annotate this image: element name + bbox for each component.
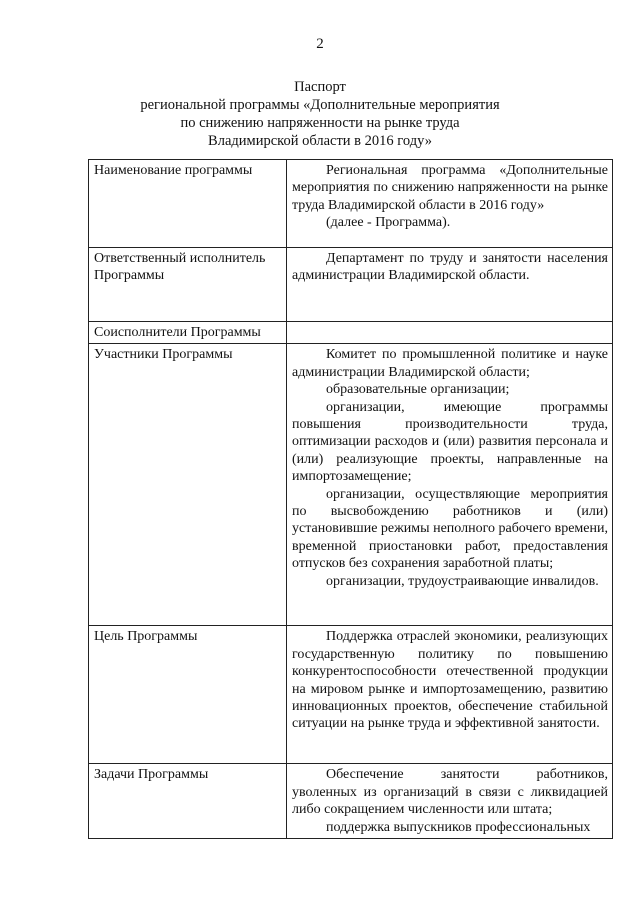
value-paragraph: организации, имеющие программы повышения производительности труда, оптимизации расходов и (или) развития персонала и (или) реализующие проекты, направленные на импортозамещение; — [292, 399, 608, 485]
row-value-executor — [287, 248, 613, 322]
table-row — [89, 322, 613, 344]
title-line: Паспорт — [294, 79, 346, 95]
value-paragraph: образовательные организации; — [326, 382, 510, 398]
row-value-name — [287, 160, 613, 248]
row-label-tasks: Задачи Программы — [89, 764, 287, 839]
passport-table — [88, 159, 613, 839]
title-line: по снижению напряженности на рынке труда — [180, 115, 460, 131]
table-row — [89, 344, 613, 626]
row-value-participants — [287, 344, 613, 626]
row-label-name: Наименование программы — [89, 160, 287, 248]
row-label-executor: Ответственный исполнитель Программы — [89, 248, 287, 322]
value-paragraph: Комитет по промышленной политике и науке администрации Владимирской области; — [292, 347, 608, 380]
value-paragraph: Департамент по труду и занятости населения администрации Владимирской области. — [292, 251, 608, 284]
row-label-participants: Участники Программы — [89, 344, 287, 626]
row-value-coexecutors — [287, 322, 613, 344]
document-title — [0, 78, 640, 150]
row-label-goal: Цель Программы — [89, 626, 287, 764]
title-line: Владимирской области в 2016 году» — [208, 133, 432, 149]
page-number: 2 — [316, 36, 324, 52]
row-value-tasks — [287, 764, 613, 839]
table-row — [89, 764, 613, 839]
title-line: региональной программы «Дополнительные мероприятия — [140, 97, 500, 113]
value-paragraph: организации, трудоустраивающие инвалидов. — [326, 573, 599, 589]
table-row — [89, 626, 613, 764]
table-row — [89, 248, 613, 322]
row-label-coexecutors: Соисполнители Программы — [89, 322, 287, 344]
row-value-goal — [287, 626, 613, 764]
value-paragraph: организации, осуществляющие мероприятия по высвобождению работников и (или) установившие режимы неполного рабочего времени, временной приостановки работ, предоставления отпусков без сохранения заработной платы; — [292, 486, 608, 572]
value-paragraph: поддержка выпускников профессиональных — [326, 819, 591, 835]
value-paragraph: Обеспечение занятости работников, уволенных из организаций в связи с ликвидацией либо сокращением численности или штата; — [292, 767, 608, 818]
table-row — [89, 160, 613, 248]
value-paragraph: Поддержка отраслей экономики, реализующих государственную политику по повышению конкурентоспособности отечественной продукции на мировом рынке и импортозамещению, развитию инновационных проектов, обеспечение стабильной ситуации на рынке труда и эффективной занятости. — [292, 629, 608, 732]
value-paragraph: (далее - Программа). — [326, 215, 451, 231]
value-paragraph: Региональная программа «Дополнительные мероприятия по снижению напряженности на рынке труда Владимирской области в 2016 году» — [292, 163, 608, 213]
